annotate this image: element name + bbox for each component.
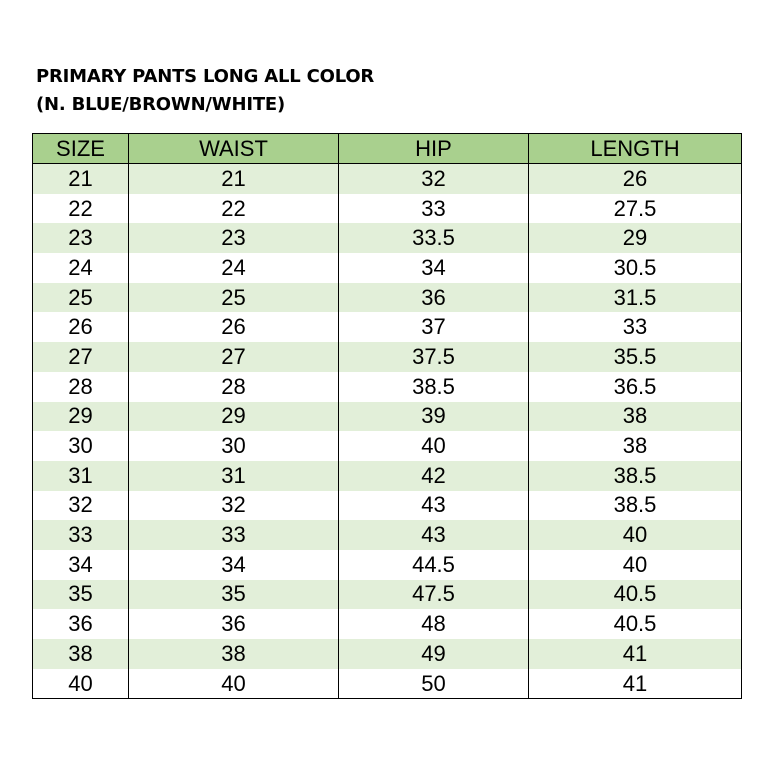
cell-waist: 31 — [129, 461, 339, 491]
cell-hip: 43 — [339, 520, 529, 550]
cell-length: 38.5 — [529, 461, 742, 491]
table-row — [33, 164, 742, 194]
cell-size: 26 — [33, 312, 129, 342]
cell-length: 41 — [529, 639, 742, 669]
cell-length: 29 — [529, 223, 742, 253]
cell-hip: 37 — [339, 312, 529, 342]
cell-size: 25 — [33, 283, 129, 313]
table-row — [33, 580, 742, 610]
cell-length: 27.5 — [529, 194, 742, 224]
title-line-1: PRIMARY PANTS LONG ALL COLOR — [36, 66, 375, 87]
cell-hip: 33 — [339, 194, 529, 224]
cell-size: 38 — [33, 639, 129, 669]
cell-size: 24 — [33, 253, 129, 283]
cell-size: 28 — [33, 372, 129, 402]
cell-waist: 33 — [129, 520, 339, 550]
cell-length: 38.5 — [529, 491, 742, 521]
cell-waist: 34 — [129, 550, 339, 580]
table-row — [33, 223, 742, 253]
cell-length: 41 — [529, 669, 742, 699]
cell-size: 23 — [33, 223, 129, 253]
table-row — [33, 669, 742, 699]
table-row — [33, 639, 742, 669]
cell-length: 38 — [529, 402, 742, 432]
cell-length: 31.5 — [529, 283, 742, 313]
cell-length: 33 — [529, 312, 742, 342]
table-row — [33, 461, 742, 491]
table-row — [33, 431, 742, 461]
cell-hip: 43 — [339, 491, 529, 521]
cell-waist: 36 — [129, 609, 339, 639]
cell-size: 40 — [33, 669, 129, 699]
cell-size: 33 — [33, 520, 129, 550]
table-row — [33, 550, 742, 580]
cell-length: 40.5 — [529, 580, 742, 610]
cell-length: 38 — [529, 431, 742, 461]
title-line-2: (N. BLUE/BROWN/WHITE) — [36, 94, 286, 115]
cell-hip: 38.5 — [339, 372, 529, 402]
cell-size: 22 — [33, 194, 129, 224]
table-row — [33, 194, 742, 224]
header-size: SIZE — [33, 134, 129, 164]
cell-length: 35.5 — [529, 342, 742, 372]
table-row — [33, 312, 742, 342]
header-waist: WAIST — [129, 134, 339, 164]
cell-waist: 25 — [129, 283, 339, 313]
cell-hip: 40 — [339, 431, 529, 461]
cell-waist: 40 — [129, 669, 339, 699]
cell-size: 32 — [33, 491, 129, 521]
cell-length: 30.5 — [529, 253, 742, 283]
table-body — [33, 164, 742, 699]
table-row — [33, 609, 742, 639]
cell-length: 36.5 — [529, 372, 742, 402]
cell-length: 40 — [529, 550, 742, 580]
cell-hip: 37.5 — [339, 342, 529, 372]
cell-waist: 23 — [129, 223, 339, 253]
header-hip: HIP — [339, 134, 529, 164]
table-row — [33, 372, 742, 402]
cell-waist: 38 — [129, 639, 339, 669]
header-length: LENGTH — [529, 134, 742, 164]
cell-waist: 24 — [129, 253, 339, 283]
cell-size: 36 — [33, 609, 129, 639]
cell-size: 35 — [33, 580, 129, 610]
size-chart-table — [32, 133, 742, 699]
cell-hip: 39 — [339, 402, 529, 432]
table-row — [33, 402, 742, 432]
cell-hip: 50 — [339, 669, 529, 699]
cell-size: 21 — [33, 164, 129, 194]
cell-hip: 36 — [339, 283, 529, 313]
cell-waist: 22 — [129, 194, 339, 224]
document-title — [36, 63, 374, 119]
table-row — [33, 342, 742, 372]
cell-waist: 32 — [129, 491, 339, 521]
cell-size: 29 — [33, 402, 129, 432]
cell-size: 27 — [33, 342, 129, 372]
cell-waist: 28 — [129, 372, 339, 402]
cell-hip: 47.5 — [339, 580, 529, 610]
cell-waist: 35 — [129, 580, 339, 610]
cell-hip: 34 — [339, 253, 529, 283]
table-row — [33, 520, 742, 550]
cell-size: 31 — [33, 461, 129, 491]
cell-size: 30 — [33, 431, 129, 461]
cell-length: 26 — [529, 164, 742, 194]
cell-waist: 21 — [129, 164, 339, 194]
cell-length: 40 — [529, 520, 742, 550]
cell-waist: 26 — [129, 312, 339, 342]
cell-waist: 29 — [129, 402, 339, 432]
header-row — [33, 134, 742, 164]
cell-hip: 42 — [339, 461, 529, 491]
table-row — [33, 283, 742, 313]
cell-hip: 44.5 — [339, 550, 529, 580]
cell-waist: 30 — [129, 431, 339, 461]
table-row — [33, 491, 742, 521]
table-row — [33, 253, 742, 283]
cell-size: 34 — [33, 550, 129, 580]
cell-hip: 33.5 — [339, 223, 529, 253]
cell-waist: 27 — [129, 342, 339, 372]
cell-hip: 32 — [339, 164, 529, 194]
cell-length: 40.5 — [529, 609, 742, 639]
cell-hip: 48 — [339, 609, 529, 639]
cell-hip: 49 — [339, 639, 529, 669]
